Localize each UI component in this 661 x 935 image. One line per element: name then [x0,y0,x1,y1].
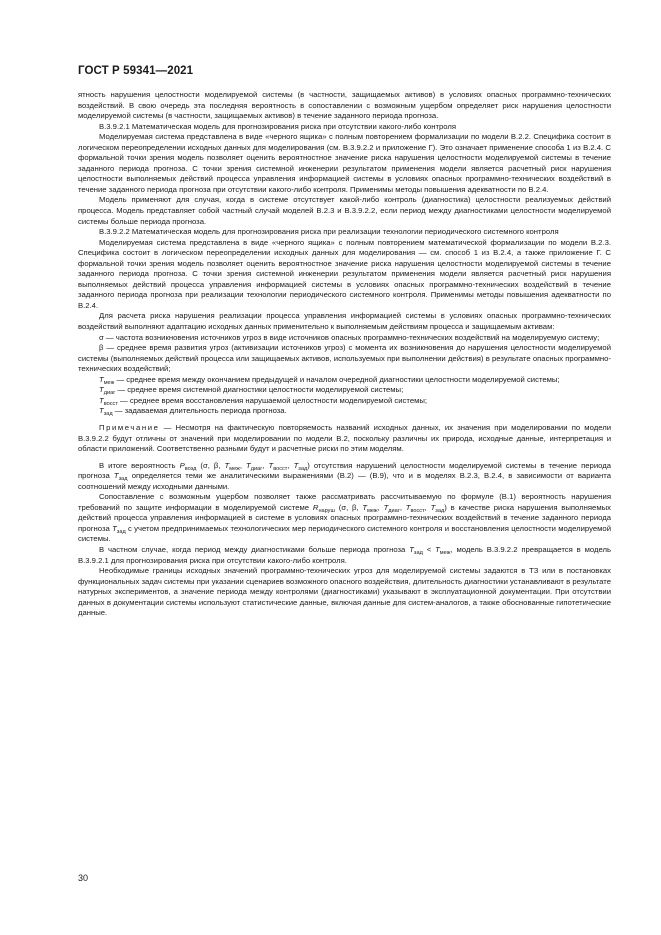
document-body [78,90,611,619]
paragraph: Модель применяют для случая, когда в системе отсутствует какой-либо контроль (диагностика) целостности реализуемых действий процесса. Модель представляет собой частный случай моделей В.2.3 и В.3.9.2.2, если период между диагностиками целостности моделируемой системы больше периода прогноза. [78,195,611,226]
document-header: ГОСТ Р 59341—2021 [78,65,194,77]
paragraph: Для расчета риска нарушения реализации процесса управления информацией системы в условиях опасных программно-технических воздействий выполняют адаптацию исходных данных применительно к выполняемым действиям процесса и защищаемым активам: [78,311,611,332]
definition-sigma: σ — частота возникновения источников угроз в виде источников опасных программно-технических воздействий на моделируемую систему; [99,332,600,342]
paragraph-risk-comparison: Сопоставление с возможным ущербом позволяет также рассматривать рассчитываемую по формуле (В.1) вероятность нарушения требований по защите информации в моделируемой системе $R_{наруш}$ (σ, β, $T_{меж}$, $T_{диаг}$, $T_{восст}$, $T_{зад}$) в качестве риска нарушения выполняемых действий процесса управления информацией в системе в условиях опасных программно-технических воздействий в течение заданного периода прогноза $T_{зад}$ с учетом предпринимаемых технологических мер периодического системного контроля и восстановления целостности моделируемой системы. [78,492,611,544]
definition-t-zad: $T_{зад}$ — задаваемая длительность периода прогноза. [99,406,287,418]
definition-beta: β — среднее время развития угроз (активизации источников угроз) с момента их возникновения до нарушения целостности моделируемой системы (выполняемых действий процесса или защищаемых активов, используемых при выполнении действия) в результате опасных программно-технических воздействий; [78,343,611,374]
paragraph: Моделируемая система представлена в виде «черного ящика» с полным повторением формализации по модели В.2.2. Специфика состоит в логическом переопределении исходных данных для моделирования (см. В.3.9.2.2 и приложение Г). Это означает применение способа 1 из В.2.4. С формальной точки зрения модель позволяет оценить вероятностное значение риска нарушения целостности моделируемой системы в течение заданного периода прогноза. С точки зрения системной инженерии результатом применения модели является расчетный риск нарушения целостности выполняемых действий процесса управления информацией системы в условиях опасных программно-технических воздействий в течение заданного периода прогноза при отсутствии какого-либо контроля. Применимы методы повышения адекватности по В.2.4. [78,132,611,194]
page-number: 30 [78,873,89,883]
note-label: Примечание [99,422,160,432]
section-heading-b3922: В.3.9.2.2 Математическая модель для прогнозирования риска при реализации технологии периодического системного контроля [99,227,559,237]
definition-t-vosst: $T_{восст}$ — среднее время восстановления нарушаемой целостности моделируемой системы; [99,395,428,407]
definition-t-diag: $T_{диаг}$ — среднее время системной диагностики целостности моделируемой системы; [99,385,404,397]
section-heading-b3921: В.3.9.2.1 Математическая модель для прогнозирования риска при отсутствии какого-либо контроля [99,121,457,131]
note: Примечание — Несмотря на фактическую повторяемость названий исходных данных, их значения при моделировании по модели В.3.9.2.2 будут отличны от значений при моделировании по модели В.2, поскольку различны их природа, исходные данные, интерпретация и области приложений. Соответственно разными будут и расчетные риски по этим моделям. [78,422,611,454]
paragraph-special-case: В частном случае, когда период между диагностиками больше периода прогноза $T_{зад} < T_{меж}$, модель В.3.9.2.2 превращается в модель В.3.9.2.1 для прогнозирования риска при отсутствии какого-либо контроля. [78,544,611,565]
paragraph-continuation: ятность нарушения целостности моделируемой системы (в частности, защищаемых активов) в условиях опасных программно-технических воздействий. В свою очередь эта последняя вероятность в сопоставлении с возможным ущербом определяет риск нарушения целостности моделируемой системы (в частности, защищаемых активов) в течение заданного периода прогноза. [78,90,611,121]
paragraph-boundaries: Необходимые границы исходных значений программно-технических угроз для моделируемой системы задаются в ТЗ или в постановках функциональных задач системы при указании сценариев возможного опасного воздействия, длительность диагностики устанавливают в результате натурных экспериментов, а значение периода между контролями (диагностиками) указывают в эксплуатационной документации. При отсутствии данных в документации системы используют статистические данные, включая данные для систем-аналогов, а также обоснованные гипотетические данные. [78,566,611,618]
definition-t-mezh: $T_{меж}$ — среднее время между окончанием предыдущей и началом очередной диагностики целостности моделируемой системы; [99,374,560,386]
paragraph: Моделируемая система представлена в виде «черного ящика» с полным повторением математической формализации по модели В.2.3. Специфика состоит в логическом переопределении исходных данных для моделирования — см. способ 1 из В.2.4, а также приложение Г. С формальной точки зрения модель позволяет оценить вероятностное значение риска нарушения целостности моделируемой системы в течение заданного периода прогноза. С точки зрения системной инженерии результатом применения модели является расчетный риск нарушения выполняемых действий процесса управления информацией системы в условиях опасных программно-технических воздействий в течение заданного периода прогноза при реализации технологии периодического системного контроля. Применимы методы повышения адекватности по В.2.4. [78,237,611,310]
paragraph-probability: В итоге вероятность $P_{возд}$ (σ, β, $T_{меж}$, $T_{диаг}$, $T_{восст}$, $T_{зад}$) отсутствия нарушений целостности моделируемой системы в течение периода прогноза $T_{зад}$ определяется теми же аналитическими выражениями (В.2) — (В.9), что и в моделях В.2.3, В.2.4, в зависимости от варианта соотношений между исходными данными. [78,460,611,491]
